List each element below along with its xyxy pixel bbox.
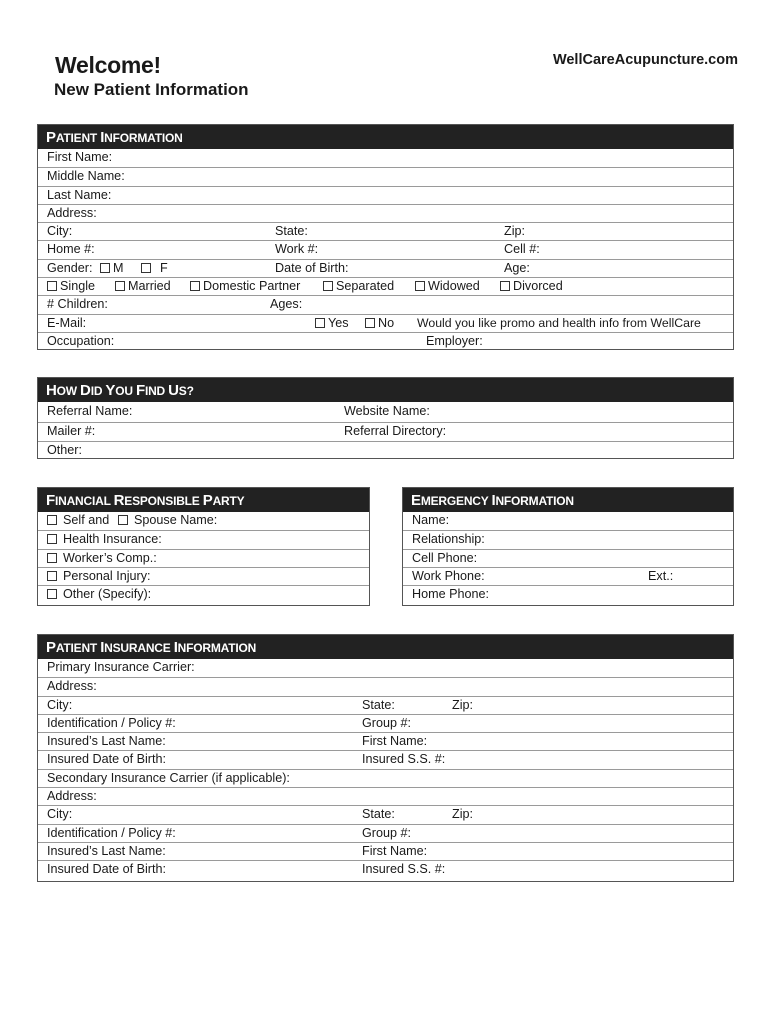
last-name-row[interactable]	[38, 186, 733, 204]
gender-dob-age-row	[38, 259, 733, 277]
checkbox-icon[interactable]	[47, 553, 57, 563]
marital-option-widowed[interactable]: Widowed	[415, 278, 480, 295]
checkbox-icon[interactable]	[190, 281, 200, 291]
workers-comp-row	[38, 549, 369, 567]
dob-label: Date of Birth:	[275, 260, 349, 275]
other-label: Other:	[47, 443, 82, 457]
address-row[interactable]	[38, 204, 733, 222]
section-title: HOW DID YOU FIND US?	[38, 378, 733, 402]
policy-label: Identification / Policy #:	[47, 715, 176, 730]
children-row[interactable]	[38, 295, 733, 313]
secondary-address-label: Address:	[47, 789, 97, 804]
marital-option-single[interactable]: Single	[47, 278, 95, 295]
city-label: City:	[47, 697, 73, 712]
marital-option-domestic-partner[interactable]: Domestic Partner	[190, 278, 300, 295]
other-specify-row	[38, 585, 369, 603]
health-insurance-option[interactable]: Health Insurance:	[47, 531, 162, 548]
page-title: Welcome!	[55, 52, 161, 78]
checkbox-icon[interactable]	[415, 281, 425, 291]
insured-ss-label: Insured S.S. #:	[362, 752, 446, 767]
promo-yes-option[interactable]: Yes	[315, 315, 349, 332]
checkbox-icon[interactable]	[47, 571, 57, 581]
group-label: Group #:	[362, 825, 412, 840]
checkbox-icon[interactable]	[118, 515, 128, 525]
occupation-label: Occupation:	[47, 333, 115, 348]
work-phone-label: Work #:	[275, 242, 319, 257]
primary-policy-row[interactable]	[38, 714, 733, 732]
home-phone-label: Home #:	[47, 242, 95, 257]
referral-directory-label: Referral Directory:	[344, 424, 447, 438]
ext-label: Ext.:	[648, 568, 674, 583]
last-name-label: Last Name:	[47, 187, 112, 202]
website-name-label: Website Name:	[344, 404, 430, 418]
age-label: Age:	[504, 260, 530, 275]
marital-status-row	[38, 277, 733, 295]
gender-label: Gender:	[47, 260, 93, 275]
section-title: PATIENT INFORMATION	[38, 125, 733, 149]
checkbox-icon[interactable]	[100, 263, 110, 273]
zip-label: Zip:	[452, 697, 473, 712]
phones-row[interactable]	[38, 240, 733, 258]
emergency-work-label: Work Phone:	[412, 568, 485, 583]
insured-dob-label: Insured Date of Birth:	[47, 752, 167, 767]
patient-information-section	[37, 124, 734, 350]
promo-question: Would you like promo and health info from WellCare	[417, 315, 701, 330]
self-option[interactable]: Self and	[47, 512, 109, 529]
section-title: FINANCIAL RESPONSIBLE PARTY	[38, 488, 369, 512]
workers-comp-option[interactable]: Worker’s Comp.:	[47, 550, 157, 567]
other-row[interactable]	[38, 441, 733, 460]
children-label: # Children:	[47, 297, 108, 312]
checkbox-icon[interactable]	[315, 318, 325, 328]
secondary-insured-dob-row[interactable]	[38, 860, 733, 878]
marital-option-divorced[interactable]: Divorced	[500, 278, 563, 295]
group-label: Group #:	[362, 715, 412, 730]
checkbox-icon[interactable]	[323, 281, 333, 291]
checkbox-icon[interactable]	[141, 263, 151, 273]
primary-insured-name-row[interactable]	[38, 732, 733, 750]
how-did-you-find-us-section	[37, 377, 734, 459]
website-url: WellCareAcupuncture.com	[552, 52, 738, 68]
primary-carrier-row[interactable]	[38, 659, 733, 677]
email-row	[38, 314, 733, 332]
primary-address-label: Address:	[47, 679, 97, 694]
cell-phone-label: Cell #:	[504, 242, 540, 257]
primary-city-row[interactable]	[38, 696, 733, 714]
checkbox-icon[interactable]	[500, 281, 510, 291]
state-label: State:	[362, 697, 395, 712]
first-name-label: First Name:	[47, 150, 113, 164]
mailer-label: Mailer #:	[47, 424, 96, 438]
checkbox-icon[interactable]	[47, 515, 57, 525]
emergency-work-row[interactable]	[403, 567, 733, 585]
personal-injury-row	[38, 567, 369, 585]
emergency-information-section	[402, 487, 734, 606]
occupation-row[interactable]	[38, 332, 733, 350]
secondary-insured-name-row[interactable]	[38, 842, 733, 860]
zip-label: Zip:	[504, 224, 525, 239]
marital-option-married[interactable]: Married	[115, 278, 171, 295]
checkbox-icon[interactable]	[47, 281, 57, 291]
emergency-name-row[interactable]	[403, 512, 733, 530]
employer-label: Employer:	[426, 333, 483, 348]
primary-carrier-label: Primary Insurance Carrier:	[47, 660, 195, 674]
checkbox-icon[interactable]	[47, 534, 57, 544]
referral-row[interactable]	[38, 403, 733, 422]
emergency-name-label: Name:	[412, 513, 450, 527]
patient-insurance-section	[37, 634, 734, 882]
section-title: EMERGENCY INFORMATION	[403, 488, 733, 512]
secondary-carrier-label: Secondary Insurance Carrier (if applicable):	[47, 770, 290, 785]
ages-label: Ages:	[270, 297, 303, 312]
primary-address-row[interactable]	[38, 677, 733, 695]
middle-name-label: Middle Name:	[47, 169, 125, 184]
first-name-row[interactable]	[38, 149, 733, 167]
insured-last-name-label: Insured’s Last Name:	[47, 843, 166, 858]
mailer-row[interactable]	[38, 422, 733, 441]
state-label: State:	[275, 224, 308, 239]
gender-f-option[interactable]: F	[141, 260, 168, 277]
relationship-label: Relationship:	[412, 532, 485, 547]
self-spouse-row	[38, 512, 369, 530]
email-label: E-Mail:	[47, 315, 87, 330]
personal-injury-option[interactable]: Personal Injury:	[47, 568, 151, 585]
emergency-cell-label: Cell Phone:	[412, 550, 478, 565]
spouse-option[interactable]: Spouse Name:	[118, 512, 217, 529]
insured-first-name-label: First Name:	[362, 734, 428, 749]
checkbox-icon[interactable]	[115, 281, 125, 291]
zip-label: Zip:	[452, 807, 473, 822]
city-label: City:	[47, 807, 73, 822]
section-title: PATIENT INSURANCE INFORMATION	[38, 635, 733, 659]
checkbox-icon[interactable]	[47, 589, 57, 599]
insured-dob-label: Insured Date of Birth:	[47, 862, 167, 877]
secondary-city-row[interactable]	[38, 805, 733, 823]
emergency-home-row[interactable]	[403, 585, 733, 603]
gender-m-option[interactable]: M	[100, 260, 124, 277]
secondary-policy-row[interactable]	[38, 824, 733, 842]
secondary-carrier-row[interactable]	[38, 769, 733, 787]
city-label: City:	[47, 224, 73, 239]
page-subtitle: New Patient Information	[54, 80, 249, 99]
marital-option-separated[interactable]: Separated	[323, 278, 394, 295]
promo-no-option[interactable]: No	[365, 315, 394, 332]
other-specify-option[interactable]: Other (Specify):	[47, 586, 151, 603]
address-label: Address:	[47, 205, 97, 220]
primary-insured-dob-row[interactable]	[38, 750, 733, 768]
referral-name-label: Referral Name:	[47, 404, 133, 418]
state-label: State:	[362, 807, 395, 822]
relationship-row[interactable]	[403, 530, 733, 548]
insured-last-name-label: Insured’s Last Name:	[47, 734, 166, 749]
emergency-home-label: Home Phone:	[412, 587, 490, 602]
insured-first-name-label: First Name:	[362, 843, 428, 858]
middle-name-row[interactable]	[38, 167, 733, 185]
financial-responsible-party-section	[37, 487, 370, 606]
city-state-zip-row[interactable]	[38, 222, 733, 240]
insured-ss-label: Insured S.S. #:	[362, 862, 446, 877]
emergency-cell-row[interactable]	[403, 549, 733, 567]
health-insurance-row	[38, 530, 369, 548]
checkbox-icon[interactable]	[365, 318, 375, 328]
secondary-address-row[interactable]	[38, 787, 733, 805]
policy-label: Identification / Policy #:	[47, 825, 176, 840]
